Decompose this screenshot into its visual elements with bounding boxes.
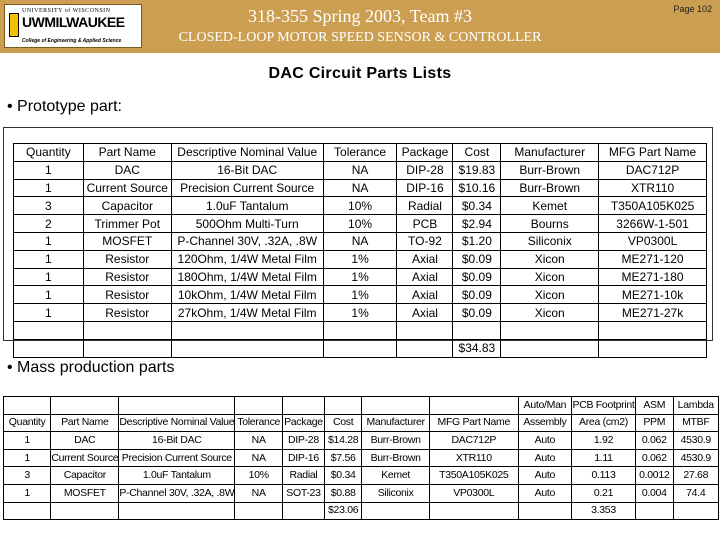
table-cell: $0.09 bbox=[453, 286, 501, 304]
group-header: Lambda bbox=[673, 397, 718, 415]
table-cell: $10.16 bbox=[453, 179, 501, 197]
logo-top-text: UNIVERSITY of WISCONSIN bbox=[22, 8, 111, 14]
column-header: Descriptive Nominal Value bbox=[171, 144, 323, 162]
column-header: Part Name bbox=[83, 144, 171, 162]
table-cell: Auto bbox=[518, 484, 571, 502]
table-cell: 74.4 bbox=[673, 484, 718, 502]
table-cell: $0.09 bbox=[453, 268, 501, 286]
table-cell bbox=[397, 321, 453, 339]
column-header: Assembly bbox=[518, 414, 571, 432]
table-cell: Xicon bbox=[501, 304, 599, 322]
table-cell: 1% bbox=[323, 304, 397, 322]
table-cell: Bourns bbox=[501, 215, 599, 233]
page-number: Page 102 bbox=[673, 4, 712, 14]
table-row bbox=[14, 250, 707, 268]
table-cell bbox=[4, 502, 51, 520]
table-cell: DAC bbox=[83, 161, 171, 179]
table-cell: $0.34 bbox=[453, 197, 501, 215]
table-cell: ME271-10k bbox=[599, 286, 707, 304]
table-cell: $0.09 bbox=[453, 250, 501, 268]
table-row bbox=[14, 179, 707, 197]
table-cell bbox=[453, 321, 501, 339]
table-cell: Burr-Brown bbox=[501, 179, 599, 197]
table-cell: ME271-180 bbox=[599, 268, 707, 286]
logo-emblem-icon bbox=[9, 13, 19, 37]
table-cell: Resistor bbox=[83, 304, 171, 322]
logo-main-text: UWMILWAUKEE bbox=[22, 14, 125, 30]
column-header: Quantity bbox=[4, 414, 51, 432]
table-cell: Siliconix bbox=[501, 232, 599, 250]
table-cell: Auto bbox=[518, 432, 571, 450]
table-cell: 1 bbox=[14, 304, 84, 322]
table-cell: VP0300L bbox=[599, 232, 707, 250]
table-cell: Current Source bbox=[83, 179, 171, 197]
table-cell bbox=[599, 321, 707, 339]
table-cell: 4530.9 bbox=[673, 432, 718, 450]
table-cell bbox=[429, 502, 518, 520]
table-cell: 1.92 bbox=[572, 432, 636, 450]
table-cell: 1 bbox=[4, 432, 51, 450]
table-row bbox=[14, 197, 707, 215]
table-cell: T350A105K025 bbox=[599, 197, 707, 215]
table-row bbox=[14, 321, 707, 339]
table-cell: Auto bbox=[518, 449, 571, 467]
column-header: Package bbox=[397, 144, 453, 162]
table-cell: $0.09 bbox=[453, 304, 501, 322]
table-row bbox=[4, 449, 719, 467]
table-cell: 0.21 bbox=[572, 484, 636, 502]
table-cell bbox=[323, 339, 397, 357]
table-cell bbox=[14, 339, 84, 357]
table-cell: Kemet bbox=[501, 197, 599, 215]
table-cell: PCB bbox=[397, 215, 453, 233]
table-cell: MOSFET bbox=[51, 484, 119, 502]
table-cell: $0.88 bbox=[324, 484, 362, 502]
table-row bbox=[14, 304, 707, 322]
table-cell: Auto bbox=[518, 467, 571, 485]
table-cell: Precision Current Source bbox=[119, 449, 235, 467]
table-cell: 1 bbox=[4, 484, 51, 502]
table-cell: $14.28 bbox=[324, 432, 362, 450]
project-subtitle: CLOSED-LOOP MOTOR SPEED SENSOR & CONTROLLER bbox=[178, 30, 542, 45]
column-header: Part Name bbox=[51, 414, 119, 432]
table-cell: Xicon bbox=[501, 250, 599, 268]
table-row bbox=[4, 502, 719, 520]
table-header-row bbox=[14, 144, 707, 162]
mass-production-label: • Mass production parts bbox=[7, 359, 175, 376]
table-cell bbox=[83, 321, 171, 339]
table-cell: 0.113 bbox=[572, 467, 636, 485]
table-cell: 16-Bit DAC bbox=[171, 161, 323, 179]
column-header: Cost bbox=[324, 414, 362, 432]
column-header: PPM bbox=[635, 414, 673, 432]
column-header: MFG Part Name bbox=[429, 414, 518, 432]
column-header: MFG Part Name bbox=[599, 144, 707, 162]
table-cell: $2.94 bbox=[453, 215, 501, 233]
table-cell bbox=[599, 339, 707, 357]
table-cell bbox=[14, 321, 84, 339]
table-cell: 1.11 bbox=[572, 449, 636, 467]
table-cell: 2 bbox=[14, 215, 84, 233]
table-cell: ME271-120 bbox=[599, 250, 707, 268]
table-cell: 1% bbox=[323, 286, 397, 304]
table-cell bbox=[501, 339, 599, 357]
table-cell: $1.20 bbox=[453, 232, 501, 250]
table-row bbox=[4, 484, 719, 502]
table-cell: TO-92 bbox=[397, 232, 453, 250]
table-cell: DIP-28 bbox=[397, 161, 453, 179]
table-cell: 10% bbox=[323, 197, 397, 215]
table-cell bbox=[171, 339, 323, 357]
table-cell: 3.353 bbox=[572, 502, 636, 520]
table-cell: 27kOhm, 1/4W Metal Film bbox=[171, 304, 323, 322]
table-cell: 1.0uF Tantalum bbox=[171, 197, 323, 215]
table-cell: 500Ohm Multi-Turn bbox=[171, 215, 323, 233]
table-cell: T350A105K025 bbox=[429, 467, 518, 485]
table-cell: DAC712P bbox=[429, 432, 518, 450]
table-cell: DIP-16 bbox=[397, 179, 453, 197]
prototype-label: • Prototype part: bbox=[7, 98, 122, 115]
table-cell: 4530.9 bbox=[673, 449, 718, 467]
table-cell: DAC712P bbox=[599, 161, 707, 179]
table-cell bbox=[83, 339, 171, 357]
table-cell: NA bbox=[323, 179, 397, 197]
prototype-parts-table bbox=[13, 143, 707, 358]
table-cell: DIP-28 bbox=[283, 432, 325, 450]
column-header: Tolerance bbox=[235, 414, 283, 432]
table-cell: Axial bbox=[397, 304, 453, 322]
column-header: Area (cm2) bbox=[572, 414, 636, 432]
table-cell: $23.06 bbox=[324, 502, 362, 520]
table-cell bbox=[635, 502, 673, 520]
table-cell: 180Ohm, 1/4W Metal Film bbox=[171, 268, 323, 286]
table-cell: Axial bbox=[397, 250, 453, 268]
group-header: Auto/Man bbox=[518, 397, 571, 415]
table-cell: 1 bbox=[14, 161, 84, 179]
table-row bbox=[14, 161, 707, 179]
table-cell: NA bbox=[323, 232, 397, 250]
table-cell: Burr-Brown bbox=[501, 161, 599, 179]
table-cell: Axial bbox=[397, 286, 453, 304]
table-cell: 120Ohm, 1/4W Metal Film bbox=[171, 250, 323, 268]
table-cell: SOT-23 bbox=[283, 484, 325, 502]
table-cell: MOSFET bbox=[83, 232, 171, 250]
table-cell: DAC bbox=[51, 432, 119, 450]
table-cell: ME271-27k bbox=[599, 304, 707, 322]
logo-sub-text: College of Engineering & Applied Science bbox=[22, 38, 122, 44]
table-cell: 3 bbox=[14, 197, 84, 215]
table-cell bbox=[323, 321, 397, 339]
table-cell: Radial bbox=[397, 197, 453, 215]
table-cell: P-Channel 30V, .32A, .8W bbox=[171, 232, 323, 250]
table-cell: 1% bbox=[323, 268, 397, 286]
table-group-header-row bbox=[4, 397, 719, 415]
group-header: PCB Footprint bbox=[572, 397, 636, 415]
table-cell: 1.0uF Tantalum bbox=[119, 467, 235, 485]
table-cell: 1% bbox=[323, 250, 397, 268]
table-cell: Burr-Brown bbox=[362, 432, 429, 450]
column-header: Package bbox=[283, 414, 325, 432]
table-cell: Resistor bbox=[83, 250, 171, 268]
table-row bbox=[4, 432, 719, 450]
table-cell: 0.0012 bbox=[635, 467, 673, 485]
table-cell: 1 bbox=[14, 268, 84, 286]
table-cell: 0.004 bbox=[635, 484, 673, 502]
table-cell bbox=[119, 502, 235, 520]
table-row bbox=[4, 467, 719, 485]
table-cell: Resistor bbox=[83, 268, 171, 286]
table-cell: Capacitor bbox=[51, 467, 119, 485]
table-cell: Resistor bbox=[83, 286, 171, 304]
table-cell: NA bbox=[235, 484, 283, 502]
group-header: ASM bbox=[635, 397, 673, 415]
table-cell: Xicon bbox=[501, 286, 599, 304]
table-row bbox=[14, 286, 707, 304]
table-cell bbox=[501, 321, 599, 339]
column-header: Tolerance bbox=[323, 144, 397, 162]
table-cell bbox=[397, 339, 453, 357]
table-cell: VP0300L bbox=[429, 484, 518, 502]
table-cell: $34.83 bbox=[453, 339, 501, 357]
column-header: Manufacturer bbox=[362, 414, 429, 432]
table-cell: DIP-16 bbox=[283, 449, 325, 467]
table-cell bbox=[518, 502, 571, 520]
column-header: Cost bbox=[453, 144, 501, 162]
table-cell: NA bbox=[235, 432, 283, 450]
table-cell bbox=[362, 502, 429, 520]
table-row bbox=[14, 215, 707, 233]
table-cell: P-Channel 30V, .32A, .8W bbox=[119, 484, 235, 502]
table-cell: $7.56 bbox=[324, 449, 362, 467]
table-cell bbox=[235, 502, 283, 520]
table-row bbox=[14, 268, 707, 286]
page-title: DAC Circuit Parts Lists bbox=[268, 65, 452, 82]
table-cell: $0.34 bbox=[324, 467, 362, 485]
column-header: MTBF bbox=[673, 414, 718, 432]
table-cell: 1 bbox=[14, 232, 84, 250]
university-logo bbox=[4, 4, 142, 48]
table-cell: XTR110 bbox=[429, 449, 518, 467]
table-cell: 1 bbox=[14, 286, 84, 304]
table-cell: Axial bbox=[397, 268, 453, 286]
table-cell: $19.83 bbox=[453, 161, 501, 179]
column-header: Quantity bbox=[14, 144, 84, 162]
table-cell: 0.062 bbox=[635, 449, 673, 467]
table-cell bbox=[673, 502, 718, 520]
column-header: Descriptive Nominal Value bbox=[119, 414, 235, 432]
course-title: 318-355 Spring 2003, Team #3 bbox=[248, 6, 472, 26]
table-cell: 10kOhm, 1/4W Metal Film bbox=[171, 286, 323, 304]
table-cell: NA bbox=[235, 449, 283, 467]
table-cell: NA bbox=[323, 161, 397, 179]
table-cell: 0.062 bbox=[635, 432, 673, 450]
table-cell: 1 bbox=[14, 179, 84, 197]
column-header: Manufacturer bbox=[501, 144, 599, 162]
table-row bbox=[14, 232, 707, 250]
mass-production-table bbox=[3, 396, 719, 520]
table-cell: Kemet bbox=[362, 467, 429, 485]
table-cell: Precision Current Source bbox=[171, 179, 323, 197]
header-bar bbox=[0, 0, 720, 53]
table-cell: 3 bbox=[4, 467, 51, 485]
table-cell: 1 bbox=[14, 250, 84, 268]
table-cell: 3266W-1-501 bbox=[599, 215, 707, 233]
table-cell: 1 bbox=[4, 449, 51, 467]
table-cell: 16-Bit DAC bbox=[119, 432, 235, 450]
table-cell: XTR110 bbox=[599, 179, 707, 197]
table-row bbox=[14, 339, 707, 357]
table-cell: 27.68 bbox=[673, 467, 718, 485]
table-cell: 10% bbox=[323, 215, 397, 233]
table-cell: 10% bbox=[235, 467, 283, 485]
table-cell: Capacitor bbox=[83, 197, 171, 215]
table-cell: Current Source bbox=[51, 449, 119, 467]
table-header-row bbox=[4, 414, 719, 432]
table-cell: Radial bbox=[283, 467, 325, 485]
table-cell: Burr-Brown bbox=[362, 449, 429, 467]
table-cell: Trimmer Pot bbox=[83, 215, 171, 233]
table-cell bbox=[171, 321, 323, 339]
table-cell bbox=[283, 502, 325, 520]
table-cell bbox=[51, 502, 119, 520]
table-cell: Siliconix bbox=[362, 484, 429, 502]
table-cell: Xicon bbox=[501, 268, 599, 286]
